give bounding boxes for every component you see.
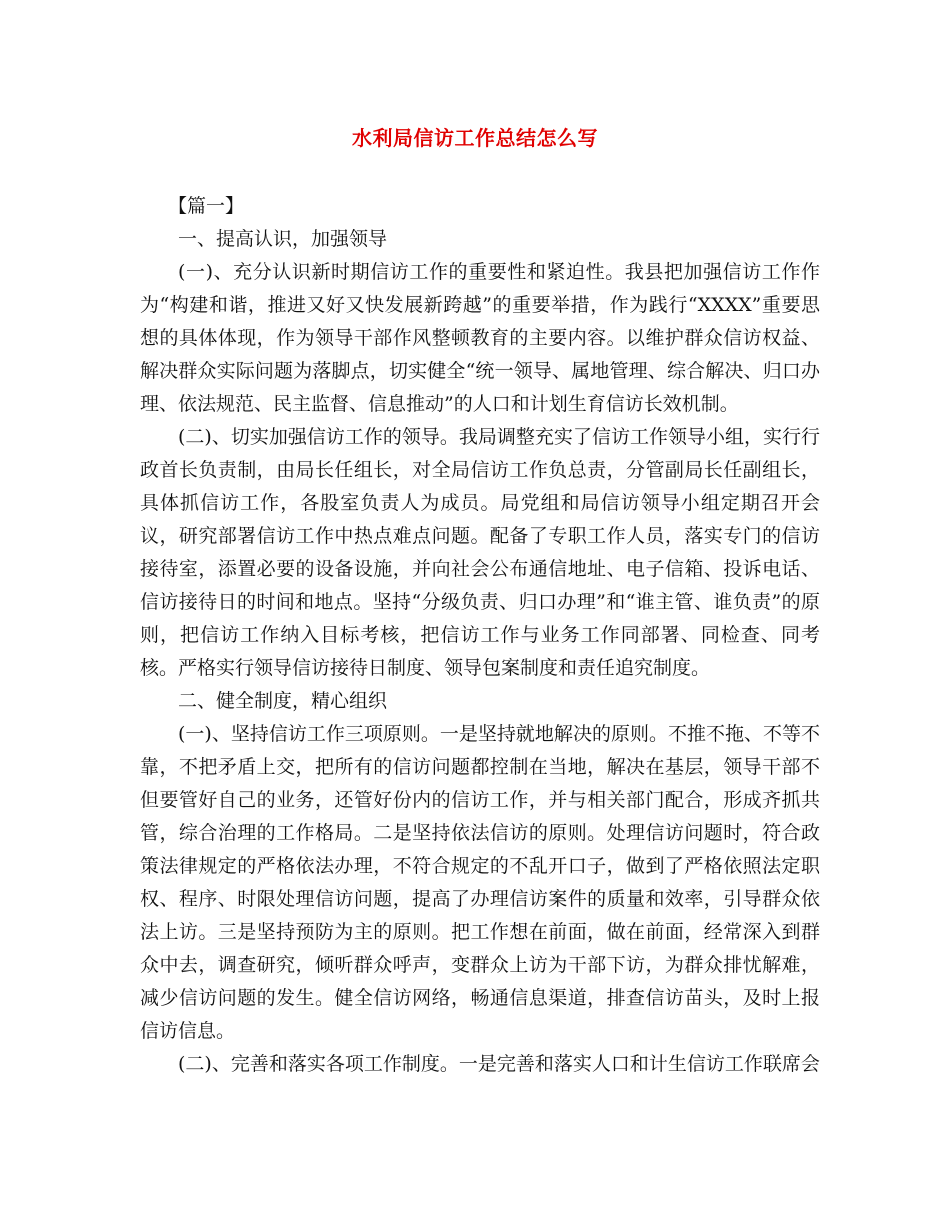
paragraph-2-2: (二)、完善和落实各项工作制度。一是完善和落实人口和计生信访工作联席会 (178, 1053, 820, 1075)
heading-2: 二、健全制度，精心组织 (178, 690, 388, 712)
document-title: 水利局信访工作总结怎么写 (352, 126, 598, 150)
paragraph-1-1: (一)、充分认识新时期信访工作的重要性和紧迫性。我县把加强信访工作作为“构建和谐，推进又好又快发展新跨越”的重要举措，作为践行“XXXX”重要思想的具体体现，作为领导干部作风整顿教育的主要内容。以维护群众信访权益、解决群众实际问题为落脚点，切实健全“统一领导、属地管理、综合解决、归口办理、依法规范、民主监督、信息推动”的人口和计划生育信访长效机制。 (140, 261, 820, 415)
paragraph-2-1: (一)、坚持信访工作三项原则。一是坚持就地解决的原则。不推不拖、不等不靠，不把矛盾上交，把所有的信访问题都控制在当地，解决在基层，领导干部不但要管好自己的业务，还管好份内的信访工作，并与相关部门配合，形成齐抓共管，综合治理的工作格局。二是坚持依法信访的原则。处理信访问题时，符合政策法律规定的严格依法办理，不符合规定的不乱开口子，做到了严格依照法定职权、程序、时限处理信访问题，提高了办理信访案件的质量和效率，引导群众依法上访。三是坚持预防为主的原则。把工作想在前面，做在前面，经常深入到群众中去，调查研究，倾听群众呼声，变群众上访为干部下访，为群众排忧解难，减少信访问题的发生。健全信访网络，畅通信息渠道，排查信访苗头，及时上报信访信息。 (140, 723, 820, 1042)
paragraph-1-2: (二)、切实加强信访工作的领导。我局调整充实了信访工作领导小组，实行行政首长负责制，由局长任组长，对全局信访工作负总责，分管副局长任副组长，具体抓信访工作，各股室负责人为成员。局党组和局信访领导小组定期召开会议，研究部署信访工作中热点难点问题。配备了专职工作人员，落实专门的信访接待室，添置必要的设备设施，并向社会公布通信地址、电子信箱、投诉电话、信访接待日的时间和地点。坚持“分级负责、归口办理”和“谁主管、谁负责”的原则，把信访工作纳入目标考核，把信访工作与业务工作同部署、同检查、同考核。严格实行领导信访接待日制度、领导包案制度和责任追究制度。 (140, 426, 820, 679)
heading-1: 一、提高认识，加强领导 (178, 228, 388, 250)
document-body (140, 190, 820, 1081)
section-label: 【篇一】 (168, 195, 245, 217)
